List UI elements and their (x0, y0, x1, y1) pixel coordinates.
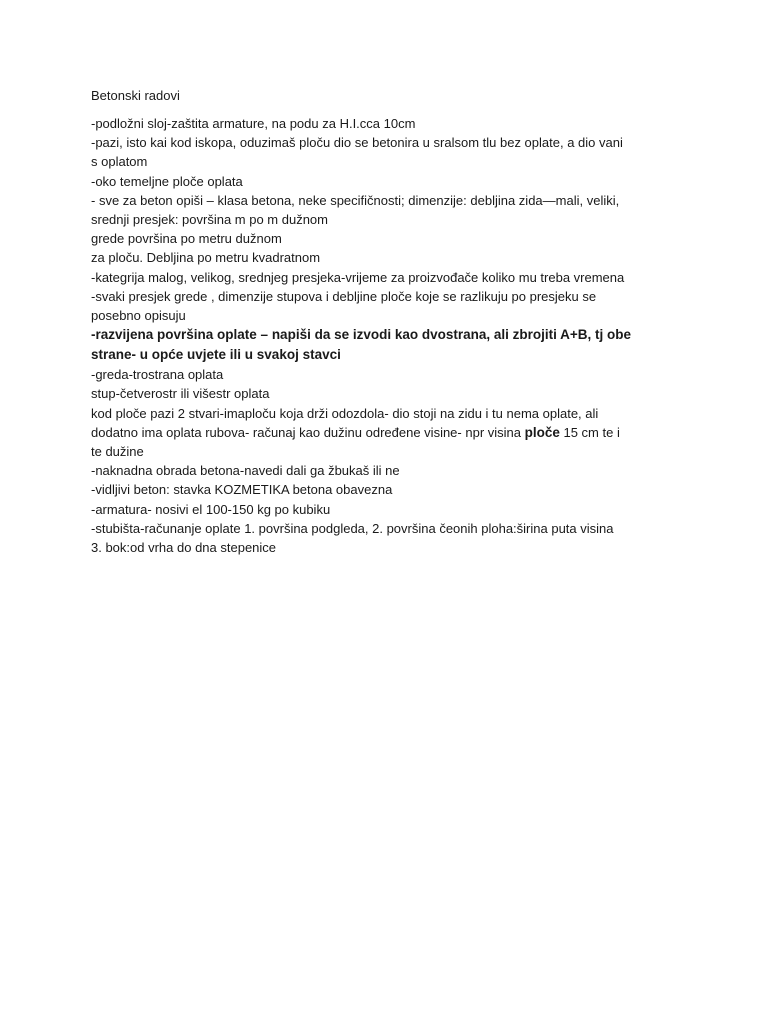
text-line: - sve za beton opiši – klasa betona, neke specifičnosti; dimenzije: debljina zida—mali, veliki, (91, 192, 620, 208)
text-line: 3. bok:od vrha do dna stepenice (91, 540, 277, 556)
text-line: za ploču. Debljina po metru kvadratnom (91, 250, 321, 266)
text-line: -armatura- nosivi el 100-150 kg po kubiku (91, 501, 331, 517)
text-segment: dodatno ima oplata rubova- računaj kao dužinu određene visine- npr visina (91, 424, 525, 440)
text-line: -greda-trostrana oplata (91, 367, 224, 383)
bold-text-line: strane- u opće uvjete ili u svakoj stavci (91, 347, 341, 363)
text-line: -pazi, isto kai kod iskopa, oduzimaš ploču dio se betonira u sralsom tlu bez oplate, a dio vani (91, 135, 623, 151)
text-line: grede površina po metru dužnom (91, 231, 282, 247)
text-line: -stubišta-računanje oplate 1. površina podgleda, 2. površina čeonih ploha:širina puta visina (91, 520, 614, 536)
text-line: kod ploče pazi 2 stvari-imaploču koja drži odozdola- dio stoji na zidu i tu nema oplate, ali (91, 405, 599, 421)
text-line: -vidljivi beton: stavka KOZMETIKA betona obavezna (91, 482, 393, 498)
text-line: srednji presjek: površina m po m dužnom (91, 212, 328, 228)
text-line: -svaki presjek grede , dimenzije stupova i debljine ploče koje se razlikuju po presjeku se (91, 288, 597, 304)
text-line: stup-četverostr ili višestr oplata (91, 386, 270, 402)
text-line: posebno opisuju (91, 308, 186, 324)
text-line: s oplatom (91, 154, 148, 170)
bold-text-segment: ploče (524, 424, 560, 440)
bold-text-line: -razvijena površina oplate – napiši da se izvodi kao dvostrana, ali zbrojiti A+B, tj obe (91, 327, 632, 343)
text-line: -kategrija malog, velikog, srednjeg presjeka-vrijeme za proizvođače koliko mu treba vremena (91, 269, 625, 285)
document-body (91, 86, 691, 557)
text-line: -oko temeljne ploče oplata (91, 173, 243, 189)
text-line: te dužine (91, 444, 144, 460)
mixed-text-line (91, 423, 691, 442)
text-segment: 15 cm te i (559, 424, 620, 440)
document-title: Betonski radovi (91, 88, 180, 103)
text-line: -podložni sloj-zaštita armature, na podu za H.I.cca 10cm (91, 116, 416, 131)
text-line: -naknadna obrada betona-navedi dali ga žbukaš ili ne (91, 463, 400, 479)
